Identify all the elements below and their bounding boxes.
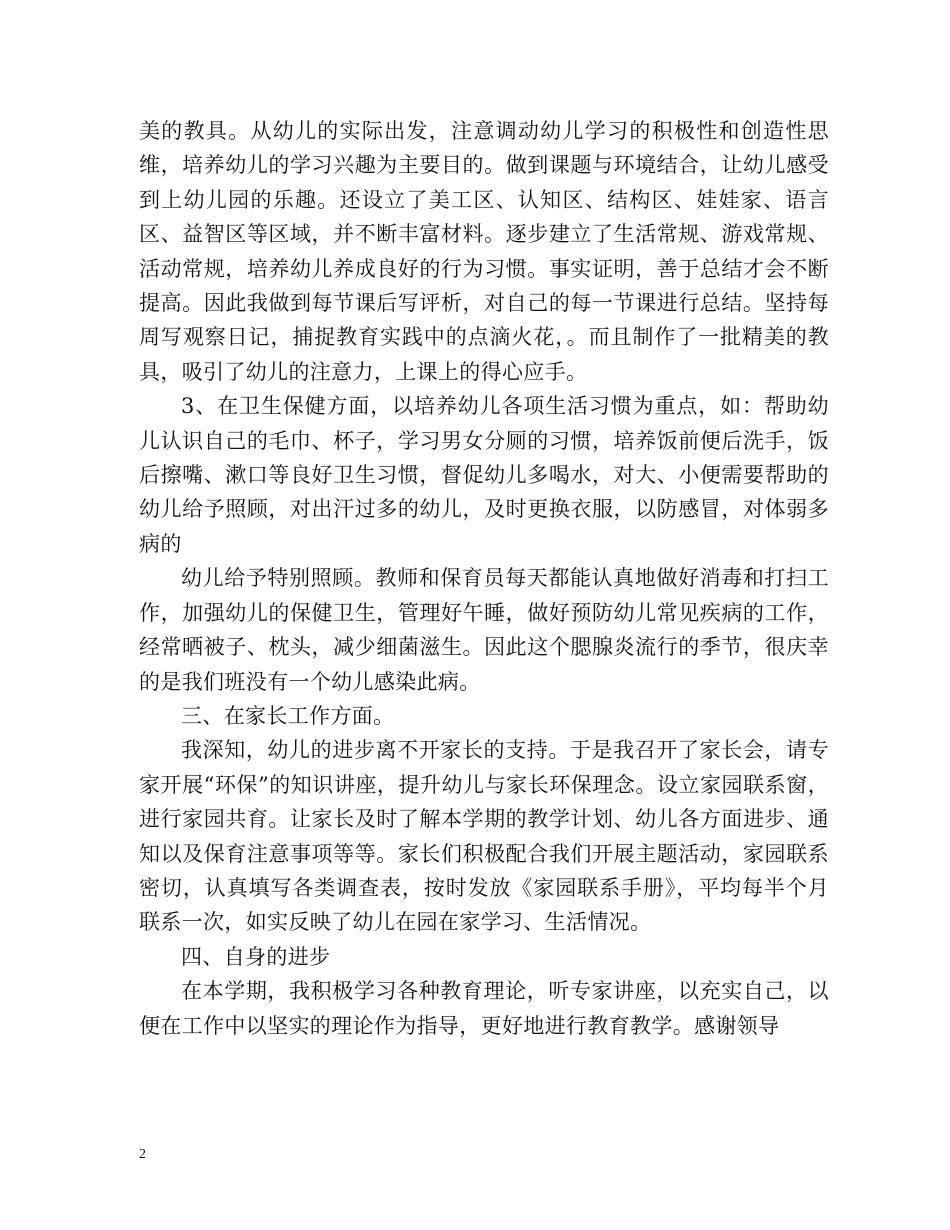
section-heading-self-progress: 四、自身的进步 [181, 944, 331, 969]
page-number: 2 [139, 1147, 146, 1162]
paragraph-hygiene-care: 3、在卫生保健方面，以培养幼儿各项生活习惯为重点，如：帮助幼儿认识自己的毛巾、杯子，学习男女分厕的习惯，培养饭前便后洗手，饭后擦嘴、漱口等良好卫生习惯，督促幼儿多喝水，对大、小便需要帮助的幼儿给予照顾，对出汗过多的幼儿，及时更换衣服，以防感冒，对体弱多病的 [139, 394, 829, 556]
paragraph-parent-support: 我深知，幼儿的进步离不开家长的支持。于是我召开了家长会，请专家开展“环保”的知识讲座，提升幼儿与家长环保理念。设立家园联系窗，进行家园共育。让家长及时了解本学期的教学计划、幼儿各方面进步、通知以及保育注意事项等等。家长们积极配合我们开展主题活动，家园联系密切，认真填写各类调查表，按时发放《家园联系手册》，平均每半个月联系一次，如实反映了幼儿在园在家学习、生活情况。 [139, 738, 829, 935]
document-body [139, 114, 829, 1043]
section-heading-parent-work: 三、在家长工作方面。 [181, 703, 395, 728]
paragraph-teaching-aids: 美的教具。从幼儿的实际出发，注意调动幼儿学习的积极性和创造性思维，培养幼儿的学习兴趣为主要目的。做到课题与环境结合，让幼儿感受到上幼儿园的乐趣。还设立了美工区、认知区、结构区、娃娃家、语言区、益智区等区域，并不断丰富材料。逐步建立了生活常规、游戏常规、活动常规，培养幼儿养成良好的行为习惯。事实证明，善于总结才会不断提高。因此我做到每节课后写评析，对自己的每一节课进行总结。坚持每周写观察日记，捕捉教育实践中的点滴火花，。而且制作了一批精美的教具，吸引了幼儿的注意力，上课上的得心应手。 [139, 119, 829, 384]
paragraph-special-care: 幼儿给予特别照顾。教师和保育员每天都能认真地做好消毒和打扫工作，加强幼儿的保健卫生，管理好午睡，做好预防幼儿常见疾病的工作，经常晒被子、枕头，减少细菌滋生。因此这个腮腺炎流行的季节，很庆幸的是我们班没有一个幼儿感染此病。 [139, 566, 829, 694]
paragraph-self-study: 在本学期，我积极学习各种教育理论，听专家讲座，以充实自己，以便在工作中以坚实的理论作为指导，更好地进行教育教学。感谢领导 [139, 979, 829, 1038]
